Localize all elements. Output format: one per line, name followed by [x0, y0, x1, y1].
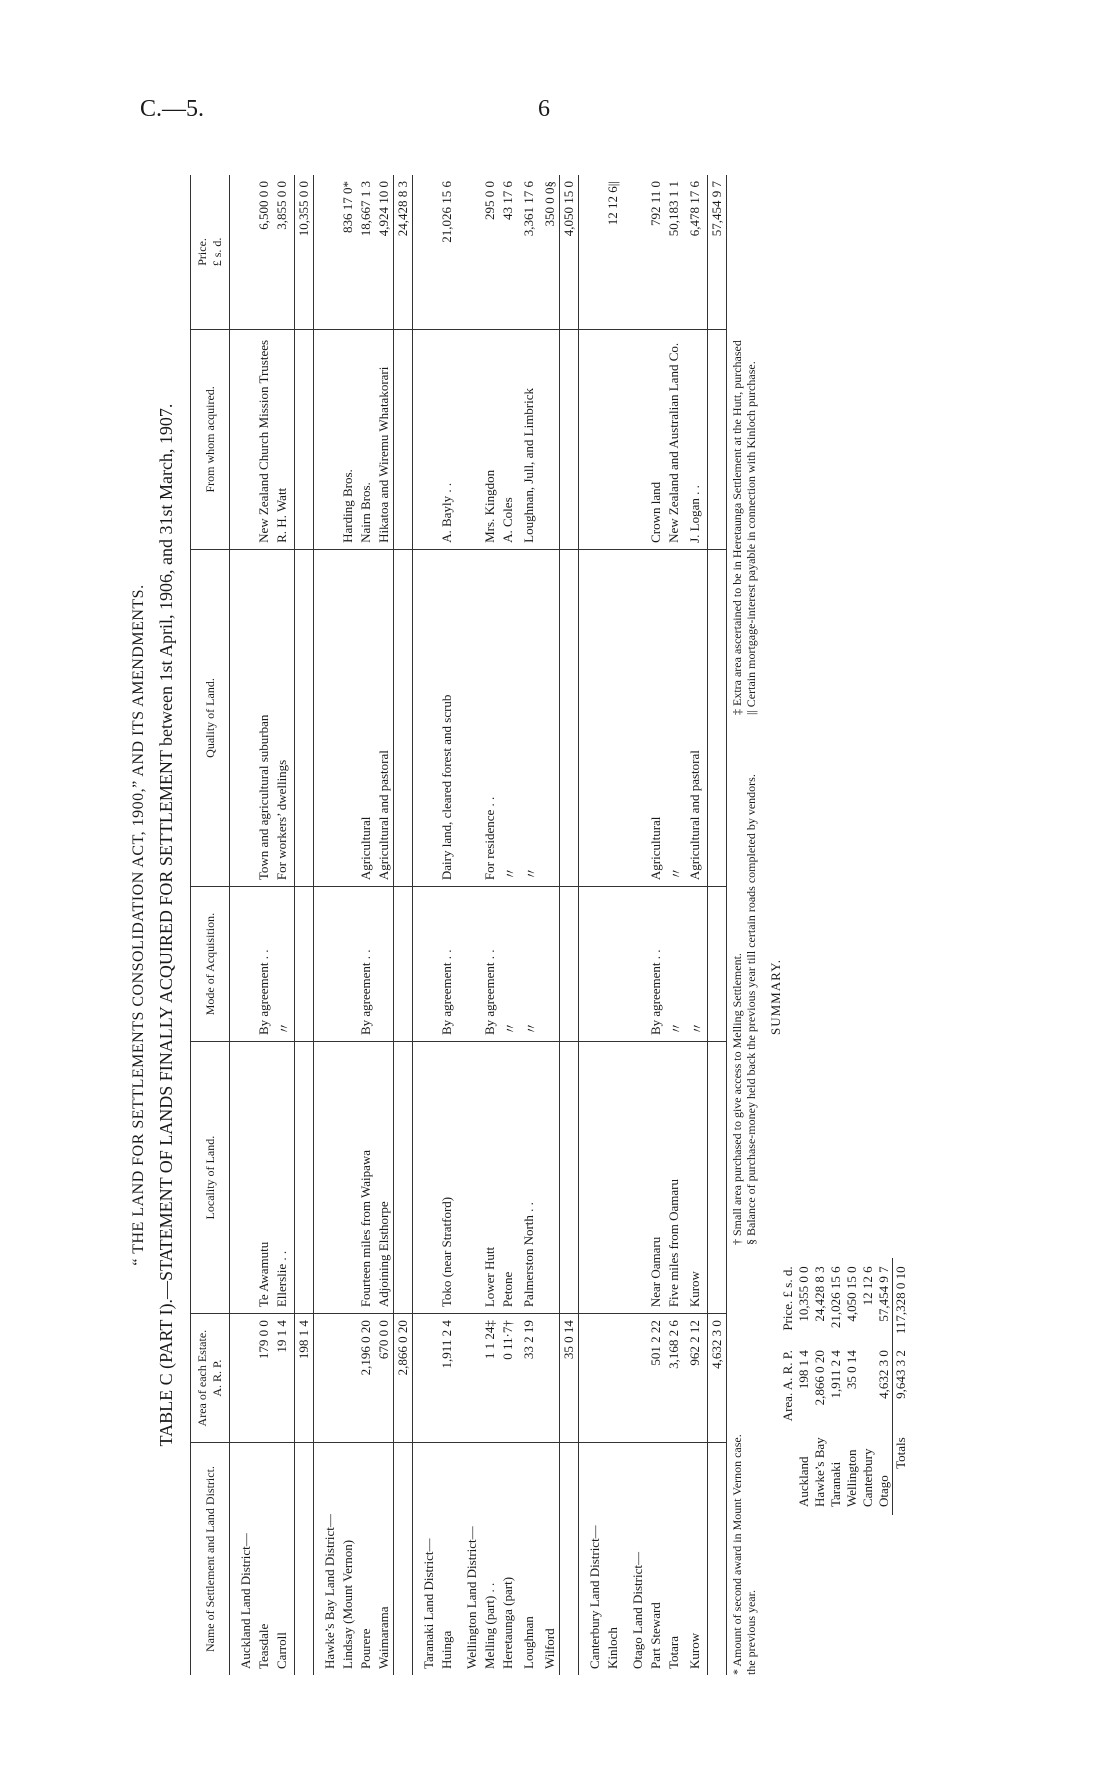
- cell: [413, 887, 439, 1042]
- cell: [314, 1042, 340, 1314]
- cell: [394, 887, 413, 1042]
- cell: [394, 329, 413, 549]
- summary-row: [876, 1258, 893, 1515]
- cell-area: 19 1 4: [273, 1314, 295, 1443]
- cell-price: 12 12 6||: [604, 175, 622, 329]
- cell-name: Lindsay (Mount Vernon): [340, 1539, 355, 1669]
- cell-quality: [541, 549, 560, 886]
- cell-price: 50,183 1 1: [665, 175, 686, 329]
- subtotal-price: 24,428 8 3: [394, 175, 413, 329]
- cell-name: Waimarama: [376, 1606, 391, 1669]
- table-row: [481, 175, 499, 1675]
- cell: [314, 887, 340, 1042]
- cell-mode: By agreement . .: [481, 887, 499, 1042]
- footnote-star-cont: the previous year.: [744, 1590, 758, 1675]
- cell-price: 295 0 0: [481, 175, 499, 329]
- summary-table: [780, 1258, 909, 1515]
- cell-locality: Fourteen miles from Waipawa: [357, 1042, 375, 1314]
- cell: [456, 887, 481, 1042]
- summary-row: [844, 1258, 860, 1515]
- summary-district: Taranaki: [828, 1461, 843, 1507]
- cell-area: 501 2 22: [647, 1314, 665, 1443]
- cell: [394, 1042, 413, 1314]
- cell: [295, 1443, 314, 1675]
- subtotal-row: [560, 175, 579, 1675]
- cell: [622, 887, 647, 1042]
- subtotal-price: 4,050 15 0: [560, 175, 579, 329]
- cell: [456, 1314, 481, 1443]
- summary-header-row: [780, 1258, 796, 1515]
- table-row: [499, 175, 520, 1675]
- cell: [230, 887, 256, 1042]
- cell-from: A. Coles: [499, 329, 520, 549]
- summary-totals-label: Totals: [893, 1429, 910, 1515]
- cell: [560, 549, 579, 886]
- cell: [622, 1042, 647, 1314]
- cell: [230, 1314, 256, 1443]
- col-mode-header: Mode of Acquisition.: [191, 887, 230, 1042]
- footnote-section: § Balance of purchase-money held back the previous year till certain roads completed by vendors.: [744, 774, 758, 1245]
- summary-area-header: Area. A. R. P.: [780, 1350, 795, 1422]
- cell: [560, 1042, 579, 1314]
- table-row: [520, 175, 541, 1675]
- summary-area: 1,911 2 4: [828, 1350, 843, 1399]
- cell-mode: By agreement . .: [647, 887, 665, 1042]
- lands-table: [190, 175, 727, 1675]
- cell: [413, 1314, 439, 1443]
- footnote-dagger: † Small area purchased to give access to Melling Settlement.: [730, 953, 744, 1245]
- cell: [780, 1429, 796, 1515]
- cell-locality: Near Oamaru: [647, 1042, 665, 1314]
- cell-price: 3,361 17 6: [520, 175, 541, 329]
- cell-from: [604, 329, 622, 549]
- cell-locality: Five miles from Oamaru: [665, 1042, 686, 1314]
- cell-price: 21,026 15 6: [438, 175, 456, 329]
- cell: [230, 1042, 256, 1314]
- subtotal-area: 4,632 3 0: [708, 1314, 727, 1443]
- district-row: [622, 175, 647, 1675]
- cell-area: 3,168 2 6: [665, 1314, 686, 1443]
- table-body: [230, 175, 727, 1675]
- col-name-header: Name of Settlement and Land District.: [191, 1443, 230, 1675]
- subtotal-area: 198 1 4: [295, 1314, 314, 1443]
- summary-price: 10,355 0 0: [796, 1266, 811, 1322]
- summary-area: 4,632 3 0: [876, 1350, 891, 1399]
- table-row: [438, 175, 456, 1675]
- cell-name: Teasdale: [256, 1623, 271, 1669]
- summary-totals-row: [893, 1258, 910, 1515]
- cell-quality: [339, 549, 357, 886]
- subtotal-row: [295, 175, 314, 1675]
- cell-name: Totara: [666, 1635, 681, 1669]
- cell-quality: Agricultural: [357, 549, 375, 886]
- cell-price: 3,855 0 0: [273, 175, 295, 329]
- cell-mode: 〃: [520, 887, 541, 1042]
- summary-total-area: 9,643 3 2: [893, 1342, 910, 1429]
- table-row: [339, 175, 357, 1675]
- district-row: [579, 175, 605, 1675]
- cell-from: Mrs. Kingdon: [481, 329, 499, 549]
- cell-mode: [604, 887, 622, 1042]
- summary-district: Canterbury: [860, 1448, 875, 1507]
- cell-name: Part Steward: [648, 1602, 663, 1669]
- cell-quality: 〃: [520, 549, 541, 886]
- cell: [560, 1443, 579, 1675]
- cell: [579, 175, 605, 329]
- cell: [622, 549, 647, 886]
- cell: [579, 1314, 605, 1443]
- cell-quality: Town and agricultural suburban: [255, 549, 273, 886]
- cell-area: 33 2 19: [520, 1314, 541, 1443]
- cell: [230, 175, 256, 329]
- summary-row: [828, 1258, 844, 1515]
- cell-area: 670 0 0: [375, 1314, 394, 1443]
- cell-area: [604, 1314, 622, 1443]
- cell-price: 6,500 0 0: [255, 175, 273, 329]
- table-header-row: [191, 175, 230, 1675]
- cell-mode: 〃: [273, 887, 295, 1042]
- cell-name: Heretaunga (part): [500, 1576, 515, 1669]
- cell-quality: 〃: [665, 549, 686, 886]
- cell: [579, 329, 605, 549]
- cell-locality: Adjoining Elsthorpe: [375, 1042, 394, 1314]
- footnote-ddagger: ‡ Extra area ascertained to be in Heretaunga Settlement at the Hutt, purchased: [730, 340, 744, 715]
- cell-area: [339, 1314, 357, 1443]
- summary-district: Otago: [876, 1475, 891, 1507]
- cell-name: Melling (part) . .: [482, 1582, 497, 1669]
- cell: [708, 1443, 727, 1675]
- cell: [295, 329, 314, 549]
- summary-row: [812, 1258, 828, 1515]
- cell-name: Loughnan: [521, 1616, 536, 1669]
- subtotal-row: [708, 175, 727, 1675]
- cell: [413, 549, 439, 886]
- footnote-parallel: || Certain mortgage-interest payable in connection with Kinloch purchase.: [744, 361, 758, 715]
- cell-name: Pourere: [358, 1628, 373, 1669]
- summary-area: 198 1 4: [796, 1350, 811, 1390]
- cell-mode: By agreement . .: [357, 887, 375, 1042]
- col-from-header: From whom acquired.: [191, 329, 230, 549]
- cell: [708, 329, 727, 549]
- table-row: [541, 175, 560, 1675]
- cell: [560, 887, 579, 1042]
- cell-price: 792 11 0: [647, 175, 665, 329]
- table-row: [665, 175, 686, 1675]
- summary-price: 12 12 6: [860, 1266, 875, 1306]
- cell-mode: [541, 887, 560, 1042]
- summary-price: 21,026 15 6: [828, 1266, 843, 1329]
- table-row: [604, 175, 622, 1675]
- cell-locality: [339, 1042, 357, 1314]
- district-row: [230, 175, 256, 1675]
- district-name: Taranaki Land District—: [421, 1538, 436, 1669]
- district-row: [413, 175, 439, 1675]
- cell: [708, 549, 727, 886]
- cell-quality: Agricultural: [647, 549, 665, 886]
- cell: [456, 549, 481, 886]
- cell: [456, 175, 481, 329]
- table-row: [357, 175, 375, 1675]
- district-row: [456, 175, 481, 1675]
- cell: [394, 1443, 413, 1675]
- summary-row: [860, 1258, 876, 1515]
- cell: [314, 549, 340, 886]
- table-row: [273, 175, 295, 1675]
- summary-area: 2,866 0 20: [812, 1350, 827, 1406]
- col-price-header: Price. £ s. d.: [191, 175, 230, 329]
- cell-area: 0 11·7†: [499, 1314, 520, 1443]
- cell-price: 18,667 1 3: [357, 175, 375, 329]
- cell-area: 1 1 24‡: [481, 1314, 499, 1443]
- subtotal-price: 57,454 9 7: [708, 175, 727, 329]
- summary-district: Wellington: [844, 1449, 859, 1507]
- district-name: Wellington Land District—: [464, 1526, 479, 1669]
- cell-price: 4,924 10 0: [375, 175, 394, 329]
- cell-from: Hikatoa and Wiremu Whatakorari: [375, 329, 394, 549]
- cell-name: Kurow: [687, 1632, 702, 1669]
- summary-price: 24,428 8 3: [812, 1266, 827, 1322]
- cell: [394, 549, 413, 886]
- summary-price: 57,454 9 7: [876, 1266, 891, 1322]
- table-row: [686, 175, 708, 1675]
- cell-from: New Zealand and Australian Land Co.: [665, 329, 686, 549]
- cell: [413, 175, 439, 329]
- cell: [579, 887, 605, 1042]
- cell: [230, 329, 256, 549]
- page-code: C.—5.: [140, 96, 205, 122]
- cell-from: Loughnan, Jull, and Limbrick: [520, 329, 541, 549]
- subtotal-row: [394, 175, 413, 1675]
- cell-price: 6,478 17 6: [686, 175, 708, 329]
- summary-body: [780, 1258, 909, 1515]
- cell: [708, 887, 727, 1042]
- col-quality-header: Quality of Land.: [191, 549, 230, 886]
- cell: [622, 329, 647, 549]
- cell: [622, 1314, 647, 1443]
- cell-price: 836 17 0*: [339, 175, 357, 329]
- cell-locality: Palmerston North . .: [520, 1042, 541, 1314]
- cell: [708, 1042, 727, 1314]
- cell-mode: [339, 887, 357, 1042]
- cell-quality: Dairy land, cleared forest and scrub: [438, 549, 456, 886]
- cell: [314, 175, 340, 329]
- cell-from: R. H. Watt: [273, 329, 295, 549]
- cell-locality: [541, 1042, 560, 1314]
- cell: [295, 887, 314, 1042]
- district-name: Auckland Land District—: [238, 1533, 253, 1669]
- district-name: Canterbury Land District—: [587, 1525, 602, 1669]
- cell-quality: [604, 549, 622, 886]
- cell-name: Carroll: [274, 1632, 289, 1669]
- cell-name: Wilford: [542, 1628, 557, 1669]
- cell-from: A. Bayly . .: [438, 329, 456, 549]
- cell-locality: Te Awamutu: [255, 1042, 273, 1314]
- table-row: [255, 175, 273, 1675]
- summary-district: Hawke’s Bay: [812, 1437, 827, 1507]
- cell-area: 962 2 12: [686, 1314, 708, 1443]
- summary-district: Auckland: [796, 1456, 811, 1507]
- cell-area: 1,911 2 4: [438, 1314, 456, 1443]
- cell: [579, 1042, 605, 1314]
- cell-from: Harding Bros.: [339, 329, 357, 549]
- cell: [456, 329, 481, 549]
- summary-price-header: Price. £ s. d.: [780, 1266, 795, 1331]
- cell-locality: Kurow: [686, 1042, 708, 1314]
- cell: [456, 1042, 481, 1314]
- cell-from: Crown land: [647, 329, 665, 549]
- cell: [413, 329, 439, 549]
- cell-locality: Lower Hutt: [481, 1042, 499, 1314]
- district-row: [314, 175, 340, 1675]
- subtotal-price: 10,355 0 0: [295, 175, 314, 329]
- cell: [295, 1042, 314, 1314]
- cell-quality: For workers’ dwellings: [273, 549, 295, 886]
- cell-quality: 〃: [499, 549, 520, 886]
- summary-price: 4,050 15 0: [844, 1266, 859, 1322]
- table-row: [647, 175, 665, 1675]
- cell-mode: 〃: [665, 887, 686, 1042]
- cell-area: 2,196 0 20: [357, 1314, 375, 1443]
- col-locality-header: Locality of Land.: [191, 1042, 230, 1314]
- cell-locality: Petone: [499, 1042, 520, 1314]
- cell-locality: Toko (near Stratford): [438, 1042, 456, 1314]
- cell: [579, 549, 605, 886]
- cell-quality: For residence . .: [481, 549, 499, 886]
- cell-from: [541, 329, 560, 549]
- cell: [413, 1042, 439, 1314]
- cell: [314, 1314, 340, 1443]
- summary-title: SUMMARY.: [768, 958, 783, 1035]
- cell-mode: By agreement . .: [255, 887, 273, 1042]
- summary-row: [796, 1258, 812, 1515]
- cell-mode: 〃: [686, 887, 708, 1042]
- cell-name: Huinga: [439, 1630, 454, 1669]
- cell-mode: By agreement . .: [438, 887, 456, 1042]
- district-name: Hawke’s Bay Land District—: [322, 1514, 337, 1669]
- cell-mode: 〃: [499, 887, 520, 1042]
- cell-price: 43 17 6: [499, 175, 520, 329]
- subtotal-area: 2,866 0 20: [394, 1314, 413, 1443]
- district-name: Otago Land District—: [630, 1552, 645, 1669]
- subtotal-area: 35 0 14: [560, 1314, 579, 1443]
- cell-price: 350 0 0§: [541, 175, 560, 329]
- footnote-star: * Amount of second award in Mount Vernon case.: [730, 1434, 744, 1675]
- cell-quality: Agricultural and pastoral: [375, 549, 394, 886]
- table-title: TABLE C (PART I).—STATEMENT OF LANDS FINALLY ACQUIRED FOR SETTLEMENT between 1st April, 1906, and 31st March, 1907.: [156, 403, 176, 1447]
- cell-area: 179 0 0: [255, 1314, 273, 1443]
- cell: [295, 549, 314, 886]
- rotated-table-sheet: [130, 175, 970, 1675]
- cell-area: [541, 1314, 560, 1443]
- cell: [622, 175, 647, 329]
- cell-from: Nairn Bros.: [357, 329, 375, 549]
- summary-area: [860, 1342, 876, 1429]
- table-row: [375, 175, 394, 1675]
- cell: [560, 329, 579, 549]
- cell-locality: Ellerslie . .: [273, 1042, 295, 1314]
- cell-locality: [604, 1042, 622, 1314]
- summary-area: 35 0 14: [844, 1350, 859, 1390]
- cell-from: New Zealand Church Mission Trustees: [255, 329, 273, 549]
- page-number: 6: [538, 96, 550, 122]
- cell: [314, 329, 340, 549]
- cell-name: Kinloch: [605, 1627, 620, 1669]
- col-area-header: Area of each Estate. A. R. P.: [191, 1314, 230, 1443]
- act-heading: “ THE LAND FOR SETTLEMENTS CONSOLIDATION ACT, 1900,” AND ITS AMENDMENTS.: [130, 584, 147, 1266]
- cell-quality: Agricultural and pastoral: [686, 549, 708, 886]
- cell-from: J. Logan . .: [686, 329, 708, 549]
- cell-mode: [375, 887, 394, 1042]
- summary-total-price: 117,328 0 10: [893, 1258, 910, 1342]
- cell: [230, 549, 256, 886]
